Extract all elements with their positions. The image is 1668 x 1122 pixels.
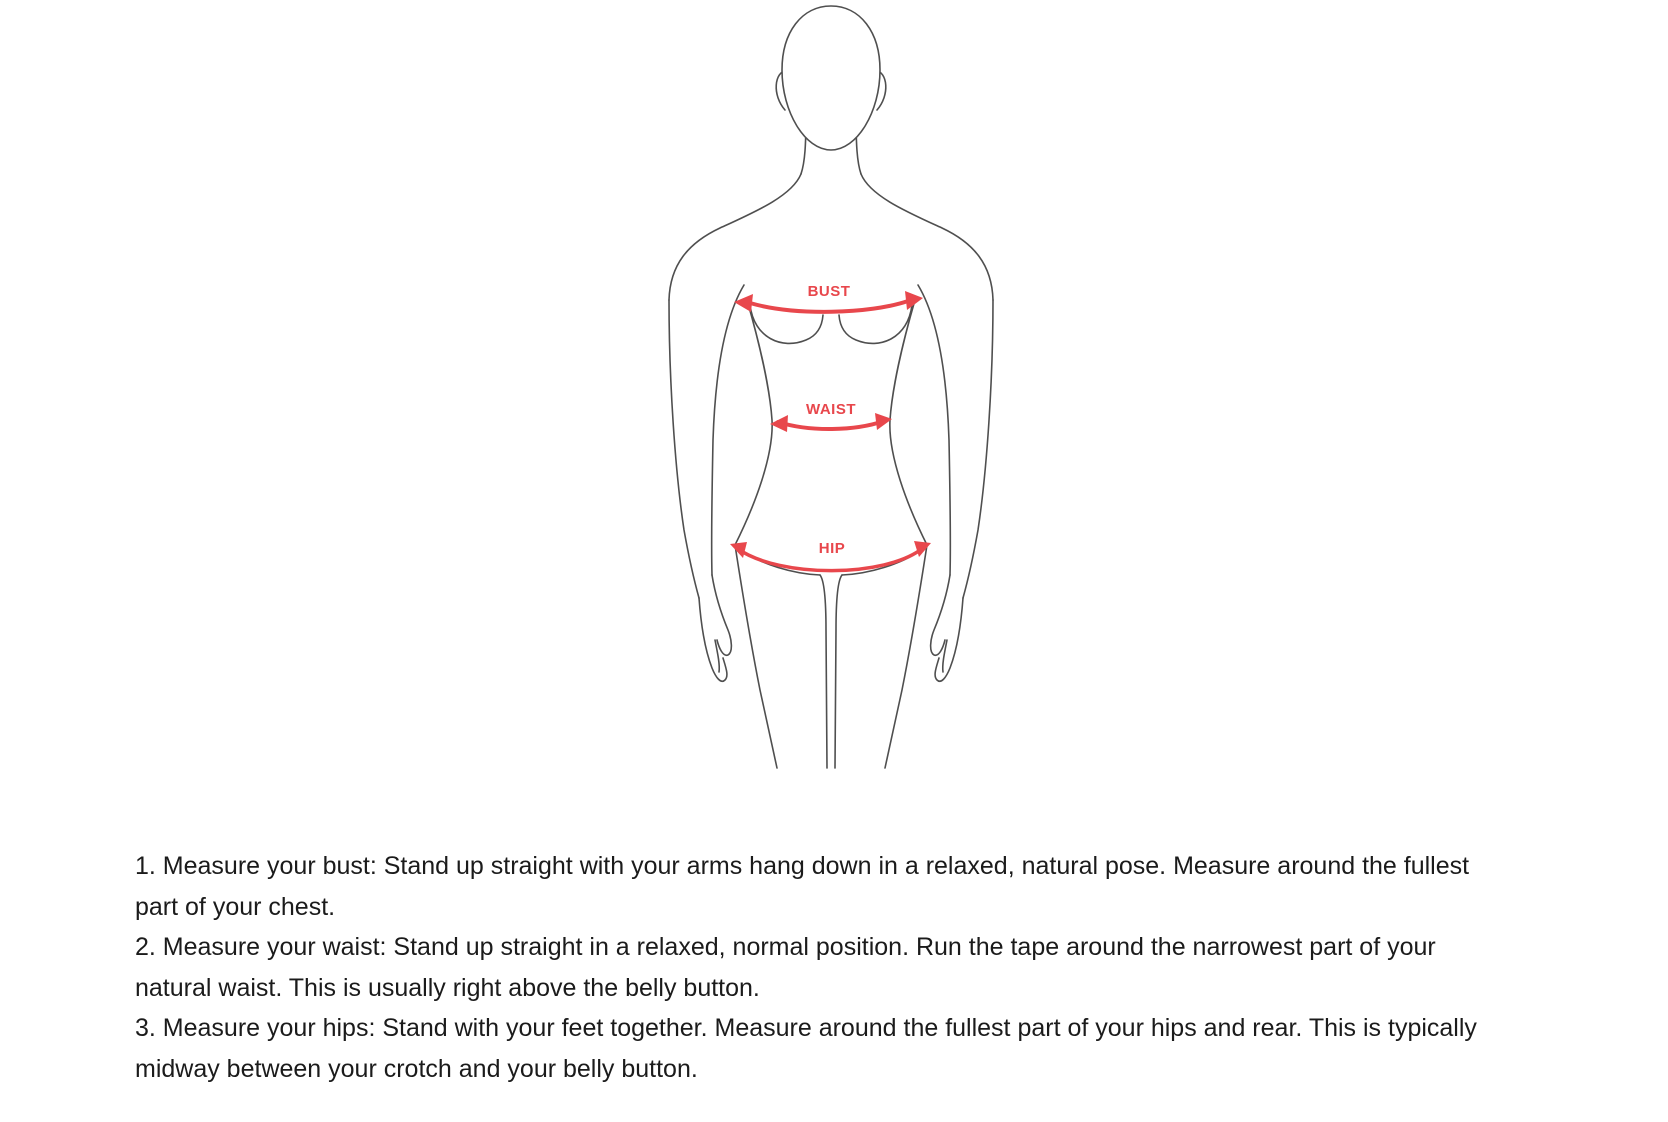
- instruction-line: 2. Measure your waist: Stand up straight in a relaxed, normal position. Run the tape around the narrowest part of your: [135, 933, 1436, 961]
- bust-measure-line: [750, 301, 908, 312]
- bust-measure-arrow: [734, 283, 923, 312]
- waist-label: WAIST: [806, 401, 856, 418]
- arm-outer-right: [963, 300, 993, 598]
- instruction-line: 3. Measure your hips: Stand with your feet together. Measure around the fullest part of your hips and rear. This is typically: [135, 1014, 1477, 1042]
- waist-measure-line: [778, 421, 884, 429]
- body-measurement-figure: [620, 0, 1050, 790]
- bust-arrowhead-left: [734, 294, 753, 312]
- instruction-item-hips: [135, 1008, 1605, 1089]
- arm-outer-left: [669, 300, 699, 598]
- inner-thigh-right: [835, 575, 842, 768]
- hip-label: HIP: [818, 540, 846, 557]
- instruction-line: natural waist. This is usually right above the belly button.: [135, 973, 760, 1002]
- leg-outer-right: [885, 545, 927, 768]
- instruction-item-bust: [135, 846, 1605, 927]
- instruction-line: part of your chest.: [135, 892, 336, 921]
- body-measurement-diagram: [620, 0, 1050, 790]
- instruction-line: 1. Measure your bust: Stand up straight with your arms hang down in a relaxed, natural pose. Measure around the fullest: [135, 852, 1470, 880]
- bust-label: BUST: [807, 283, 851, 300]
- arm-inner-right: [918, 285, 950, 575]
- hip-arrowhead-left: [730, 542, 747, 558]
- waist-measure-arrow: [770, 401, 892, 432]
- leg-outer-left: [735, 545, 777, 768]
- instruction-item-waist: [135, 927, 1605, 1008]
- left-hand: [699, 575, 731, 681]
- hip-measure-arrow: [730, 540, 931, 571]
- right-hand: [931, 575, 963, 681]
- hip-arrowhead-right: [914, 541, 931, 557]
- shoulder-right: [861, 174, 993, 300]
- bust-arrowhead-right: [905, 291, 923, 310]
- head: [782, 6, 880, 150]
- instruction-line: midway between your crotch and your belly button.: [135, 1054, 698, 1083]
- inner-thigh-left: [820, 575, 827, 768]
- measurement-instructions: [135, 846, 1605, 1089]
- arm-inner-left: [712, 285, 744, 575]
- shoulder-left: [669, 174, 801, 300]
- figure-outline: [669, 6, 993, 768]
